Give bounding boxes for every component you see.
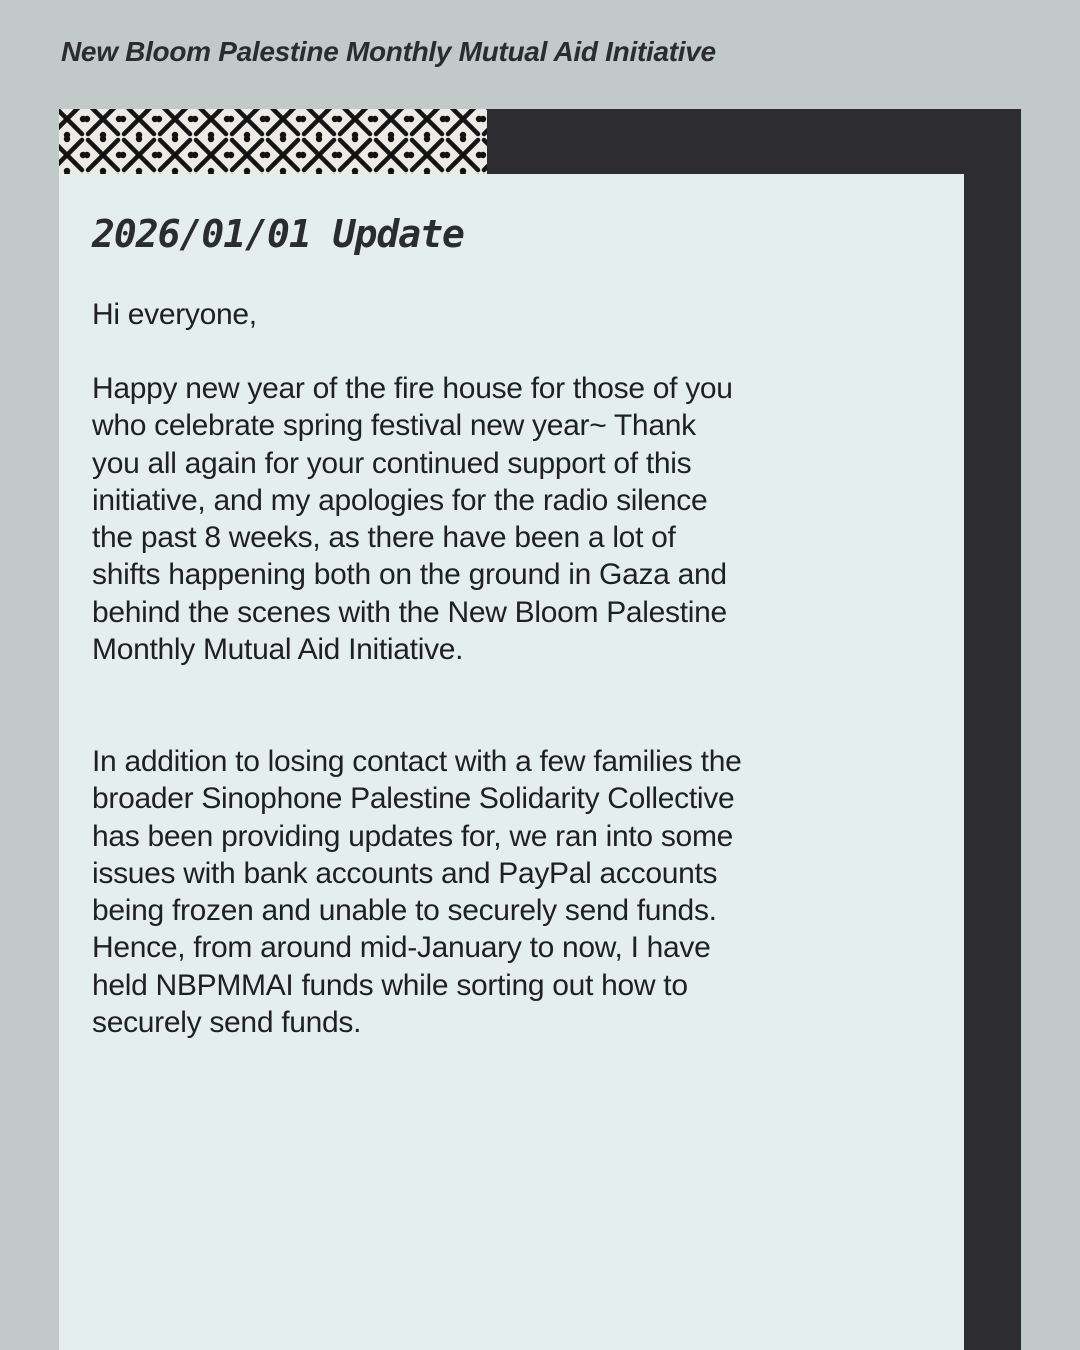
- paragraph-2: In addition to losing contact with a few families the broader Sinophone Palestine Solidarity Collective has been providing updates for, we ran into some issues with bank accounts and PayPal accounts being frozen and unable to securely send funds. Hence, from around mid-January to now, I have held NBPMMAI funds while sorting out how to securely send funds.: [92, 745, 742, 1040]
- greeting-text: Hi everyone,: [92, 298, 257, 331]
- keffiyeh-pattern-image: [59, 109, 487, 174]
- update-title: 2026/01/01 Update: [92, 212, 464, 256]
- update-card: [59, 174, 964, 1350]
- org-title: New Bloom Palestine Monthly Mutual Aid Initiative: [61, 36, 716, 67]
- paragraph-1: Happy new year of the fire house for those of you who celebrate spring festival new year~ Thank you all again for your continued support of this initiative, and my apologies for the radio silence the past 8 weeks, as there have been a lot of shifts happening both on the ground in Gaza and behind the scenes with the New Bloom Palestine Monthly Mutual Aid Initiative.: [92, 372, 733, 667]
- keffiyeh-pattern-strip: [59, 109, 487, 174]
